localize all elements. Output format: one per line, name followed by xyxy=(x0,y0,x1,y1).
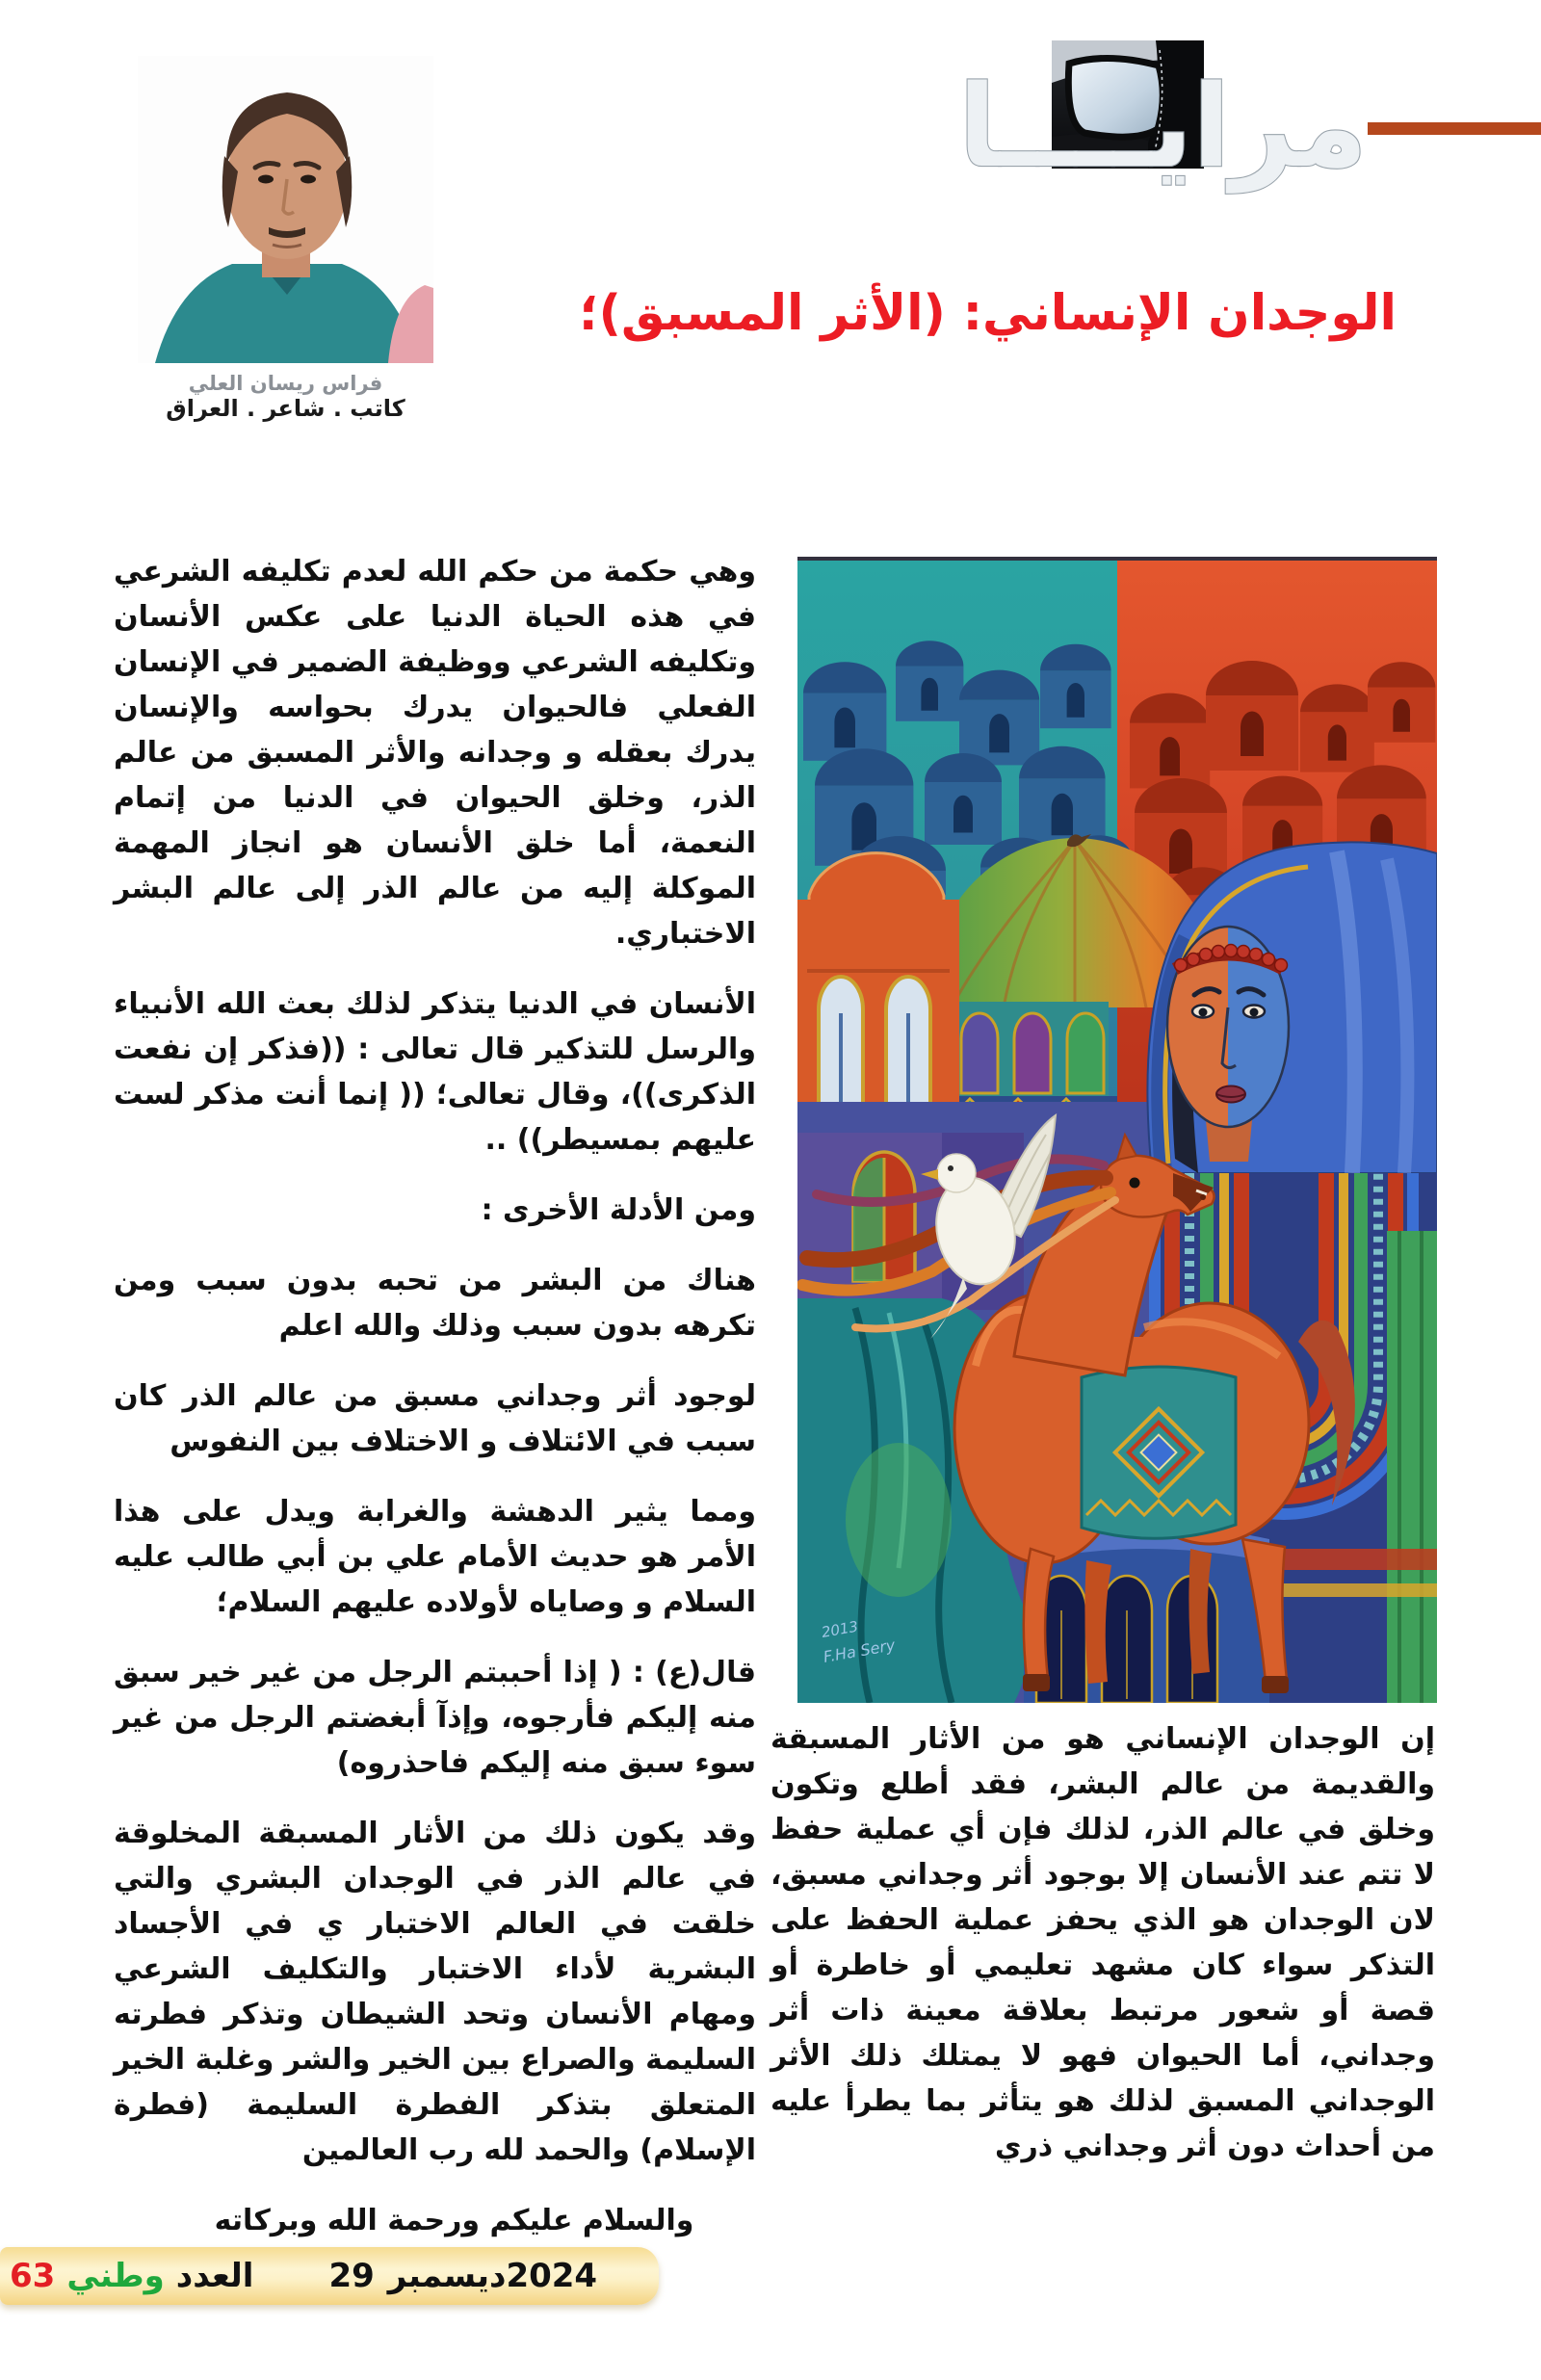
right-column xyxy=(770,1716,1435,2194)
issue-label: العدد xyxy=(175,2257,254,2295)
page-number: 63 xyxy=(10,2257,56,2295)
author-portrait-illustration xyxy=(138,56,433,363)
saddle-blanket xyxy=(1082,1367,1236,1538)
painting-illustration xyxy=(797,557,1437,1703)
painting-top-border xyxy=(797,557,1437,561)
painting-signature-year: 2013 xyxy=(820,1617,860,1641)
paragraph: هناك من البشر من تحبه بدون سبب ومن تكرهه بدون سبب وذلك والله اعلم xyxy=(114,1264,756,1343)
paragraph: الأنسان في الدنيا يتذكر لذلك بعث الله الأنبياء والرسل للتذكير قال تعالى : ((فذكر إن نفعت الذكرى))، وقال تعالى؛ (( إنما أنت مذكر لست عليهم بمسيطر)) .. xyxy=(114,987,756,1157)
closing-salutation: والسلام عليكم ورحمة الله وبركاته xyxy=(214,2204,694,2237)
issue-bar xyxy=(0,2247,659,2305)
paragraph: لوجود أثر وجداني مسبق من عالم الذر كان سبب في الائتلاف و الاختلاف بين النفوس xyxy=(114,1379,756,1458)
paragraph: ومن الأدلة الأخرى : xyxy=(481,1193,756,1227)
paragraph: ومما يثير الدهشة والغرابة ويدل على هذا الأمر هو حديث الأمام علي بن أبي طالب عليه السلام و وصاياه لأولاده عليهم السلام؛ xyxy=(114,1495,756,1619)
painting-canvas xyxy=(797,557,1437,1703)
issue-month: ديسمبر xyxy=(387,2257,507,2295)
painting-signature: F.Ha Sery xyxy=(822,1635,897,1666)
magazine-name: وطني xyxy=(66,2257,165,2295)
author-name: فراس ريسان العلي xyxy=(188,372,383,395)
paragraph: إن الوجدان الإنساني هو من الأثار المسبقة والقديمة من عالم البشر، فقد أطلع وتكون وخلق في عالم الذر، لذلك فإن أي عملية حفظ لا تتم عند الأنسان إلا بوجود أثر وجداني مسبق، لان الوجدان هو الذي يحفز عملية الحفظ على التذكر سواء كان مشهد تعليمي أو خاطرة أو قصة أو شعور مرتبط بعلاقة معينة ذات أثر وجداني، أما الحيوان فهو لا يمتلك ذلك الأثر الوجداني المسبق لذلك هو يتأثر بما يطرأ عليه من أحداث دون أثر وجداني ذري xyxy=(770,1722,1435,2163)
masthead xyxy=(939,60,1382,205)
author-photo xyxy=(138,56,433,363)
left-column xyxy=(114,549,756,2268)
paragraph: قال(ع) : ( إذا أحببتم الرجل من غير خير سبق منه إليكم فأرجوه، وإذآ أبغضتم الرجل من غير سوء سبق منه إليكم فاحذروه) xyxy=(114,1656,756,1780)
masthead-word-svg xyxy=(939,60,1382,205)
orange-building xyxy=(797,853,959,1142)
article-title: الوجدان الإنساني: (الأثر المسبق)؛ xyxy=(579,285,1397,342)
issue-number: 29 xyxy=(328,2257,375,2295)
paragraph: وقد يكون ذلك من الأثار المسبقة المخلوقة في عالم الذر في الوجدان البشري والتي خلقت في العالم الاختبار ي في الأجساد البشرية لأداء الاختبار والتكليف الشرعي ومهام الأنسان وتحد الشيطان وتذكر فطرته السليمة والصراع بين الخير والشر وغلبة الخير المتعلق بتذكر الفطرة السليمة (فطرة الإسلام) والحمد لله رب العالمين xyxy=(114,1817,756,2167)
author-role: كاتب . شاعر . العراق xyxy=(166,395,405,422)
issue-year: 2024 xyxy=(506,2257,598,2295)
masthead-rule xyxy=(1368,122,1541,135)
masthead-title: مرايــــا xyxy=(958,60,1379,193)
paragraph: وهي حكمة من حكم الله لعدم تكليفه الشرعي في هذه الحياة الدنيا على عكس الأنسان وتكليفه الشرعي ووظيفة الضمير في الإنسان الفعلي فالحيوان يدرك بحواسه والإنسان يدرك بعقله و وجدانه والأثر المسبق من عالم الذر، وخلق الحيوان في الدنيا من إتمام النعمة، أما خلق الأنسان هو انجاز المهمة الموكلة إليه من عالم الذر إلى عالم البشر الاختباري. xyxy=(114,555,756,951)
